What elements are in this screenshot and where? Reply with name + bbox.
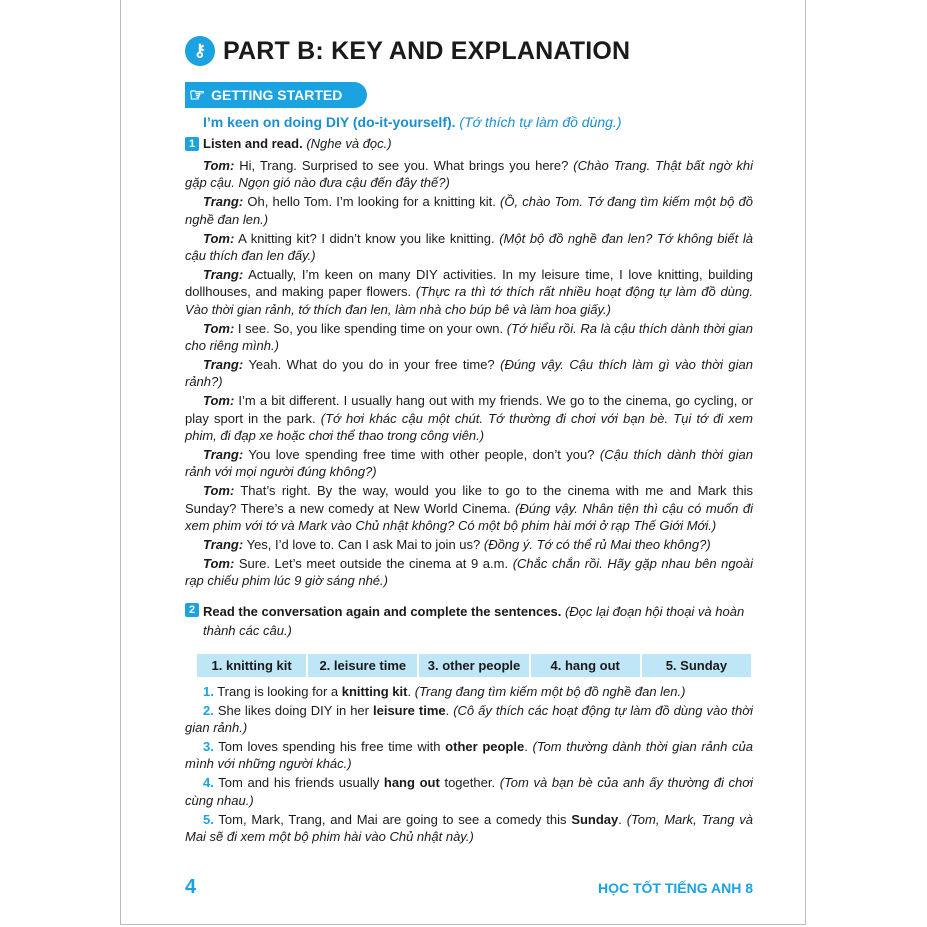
- page-title: [185, 30, 753, 72]
- line-translation: (Chắc chắn rồi. Hãy gặp nhau bên ngoài rạp chiếu phim lúc 9 giờ sáng nhé.): [185, 555, 753, 589]
- dialogue-line: [185, 320, 753, 355]
- sentence-text: .: [445, 702, 454, 718]
- speaker: Tom:: [203, 555, 235, 571]
- line-text: Oh, hello Tom. I’m looking for a knitting kit.: [243, 194, 500, 210]
- dialogue-line: [185, 193, 753, 228]
- line-translation: (Đúng vậy. Cậu thích làm gì vào thời gian rảnh?): [185, 356, 753, 390]
- sentence-answer: knitting kit: [341, 683, 408, 699]
- sentence-translation: (Tom, Mark, Trang và Mai sẽ đi xem một bộ phim hài vào Chủ nhật này.): [185, 811, 754, 844]
- line-text: Yes, I’d love to. Can I ask Mai to join us?: [243, 537, 484, 553]
- speaker: Tom:: [203, 320, 235, 336]
- line-translation: (Một bộ đồ nghề đan len? Tớ không biết là cậu thích đan len đấy.): [185, 230, 753, 264]
- sentence-item: [185, 683, 753, 700]
- subtitle-en: I’m keen on doing DIY (do-it-yourself).: [203, 114, 456, 130]
- sentence-translation: (Tom và bạn bè của anh ấy thường đi chơi cùng nhau.): [185, 775, 753, 808]
- sentence-text: .: [407, 683, 415, 699]
- dialogue-line: [185, 230, 753, 265]
- exercise-label: Read the conversation again and complete the sentences.: [203, 603, 562, 619]
- line-translation: (Đồng ý. Tớ có thể rủ Mai theo không?): [483, 537, 711, 553]
- answer-cell: 2. leisure time: [308, 654, 419, 677]
- section-title: GETTING STARTED: [211, 87, 343, 103]
- speaker: Trang:: [203, 266, 244, 282]
- line-translation: (Cậu thích dành thời gian rảnh với mọi người đúng không?): [185, 447, 753, 480]
- dialogue-line: [185, 446, 753, 481]
- section-banner: [185, 82, 367, 108]
- exercise-number-badge: 1: [185, 137, 199, 151]
- sentence-answer: Sunday: [571, 811, 619, 827]
- exercise-2-heading: [185, 602, 753, 640]
- sentence-answer: hang out: [383, 775, 440, 791]
- answer-key-table: [197, 654, 751, 677]
- sentence-text: Tom loves spending his free time with: [213, 738, 446, 754]
- line-translation: (Ồ, chào Tom. Tớ đang tìm kiếm một bộ đồ nghề đan len.): [185, 194, 753, 227]
- speaker: Trang:: [203, 537, 244, 553]
- exercise-1-heading: [185, 136, 753, 151]
- line-translation: (Tớ hiểu rồi. Ra là cậu thích dành thời gian cho riêng mình.): [185, 320, 753, 354]
- dialogue-line: [185, 482, 753, 534]
- line-text: Yeah. What do you do in your free time?: [243, 356, 501, 372]
- line-translation: (Chào Trang. Thật bất ngờ khi gặp cậu. Ngọn gió nào đưa cậu đến đây thế?): [185, 158, 753, 191]
- line-text: Actually, I’m keen on many DIY activities. In my leisure time, I love knitting, building dollhouses, and making paper flowers.: [185, 266, 753, 300]
- line-text: You love spending free time with other people, don’t you?: [243, 447, 600, 462]
- page-content: [185, 30, 753, 847]
- sentence-answer: other people: [445, 738, 525, 754]
- sentence-text: .: [618, 811, 627, 827]
- line-text: I’m a bit different. I usually hang out with my friends. We go to the cinema, go cycling, or play sport in the park.: [185, 393, 753, 426]
- line-translation: (Đúng vậy. Nhân tiện thì cậu có muốn đi xem phim với tớ và Mark vào Chủ nhật không? Có một bộ phim hài mới ở rạp Thế Giới Mới.): [185, 500, 754, 534]
- speaker: Tom:: [203, 230, 235, 246]
- pointing-hand-icon: ☞: [189, 84, 206, 105]
- answer-cell: 1. knitting kit: [197, 654, 308, 677]
- sentence-translation: (Cô ấy thích các hoạt động tự làm đồ dùng vào thời gian rảnh.): [185, 702, 753, 736]
- sentence-answer: leisure time: [372, 702, 446, 718]
- sentence-text: together.: [439, 775, 500, 791]
- speaker: Tom:: [203, 483, 235, 499]
- answer-cell: 5. Sunday: [665, 657, 728, 673]
- speaker: Tom:: [203, 393, 235, 409]
- dialogue-line: [185, 157, 753, 192]
- exercise-label-vi: (Đọc lại đoạn hội thoại và hoàn thành các câu.): [203, 603, 745, 638]
- sentence-text: Tom, Mark, Trang, and Mai are going to see a comedy this: [213, 811, 572, 827]
- exercise-label-vi: (Nghe và đọc.): [306, 136, 392, 151]
- subtitle-vi: (Tớ thích tự làm đồ dùng.): [459, 114, 622, 130]
- sentence-list: [185, 683, 753, 846]
- line-text: Sure. Let’s meet outside the cinema at 9 a.m.: [234, 555, 513, 571]
- answer-cell: 4. hang out: [531, 654, 642, 677]
- sentence-item: [185, 774, 753, 809]
- page-footer: [185, 876, 753, 899]
- sentence-number: 1.: [203, 683, 214, 699]
- answer-cell: 3. other people: [419, 654, 530, 677]
- sentence-item: [185, 738, 753, 773]
- dialogue-line: [185, 536, 753, 553]
- dialogue: [185, 157, 753, 590]
- lesson-subtitle: [203, 114, 753, 130]
- sentence-translation: (Trang đang tìm kiếm một bộ đồ nghề đan len.): [414, 683, 686, 699]
- sentence-translation: (Tom thường dành thời gian rảnh của mình với những người khác.): [185, 738, 753, 772]
- line-text: That’s right. By the way, would you like to go to the cinema with me and Mark this Sunday? There’s a new comedy at New World Cinema.: [185, 483, 753, 516]
- dialogue-line: [185, 356, 753, 391]
- sentence-number: 4.: [203, 775, 214, 791]
- sentence-text: Trang is looking for a: [213, 683, 342, 699]
- book-title: HỌC TỐT TIẾNG ANH 8: [597, 879, 753, 896]
- speaker: Tom:: [203, 158, 235, 173]
- sentence-text: She likes doing DIY in her: [213, 702, 373, 718]
- line-text: A knitting kit? I didn’t know you like knitting.: [234, 230, 500, 246]
- line-translation: (Tớ hơi khác cậu một chút. Tớ thường đi chơi với bạn bè. Tụi tớ đi xem phim, đi đạp xe hoặc chơi thể thao trong công viên.): [185, 410, 753, 444]
- title-text: PART B: KEY AND EXPLANATION: [223, 36, 631, 65]
- sentence-text: .: [524, 738, 533, 754]
- sentence-number: 3.: [203, 738, 214, 754]
- dialogue-line: [185, 266, 753, 318]
- line-text: Hi, Trang. Surprised to see you. What brings you here?: [234, 158, 574, 173]
- line-text: I see. So, you like spending time on your own.: [234, 320, 507, 336]
- exercise-label: Listen and read.: [203, 136, 303, 151]
- dialogue-line: [185, 555, 753, 590]
- sentence-number: 2.: [203, 702, 214, 718]
- dialogue-line: [185, 392, 753, 444]
- sentence-number: 5.: [203, 811, 214, 827]
- exercise-number-badge: 2: [185, 603, 199, 617]
- sentence-item: [185, 811, 753, 846]
- speaker: Trang:: [203, 194, 244, 210]
- sentence-item: [185, 702, 753, 737]
- page-number: 4: [185, 876, 197, 898]
- speaker: Trang:: [203, 356, 244, 372]
- sentence-text: Tom and his friends usually: [213, 775, 384, 791]
- speaker: Trang:: [203, 447, 244, 462]
- line-translation: (Thực ra thì tớ thích rất nhiều hoạt động tự làm đồ dùng. Vào thời gian rảnh, tớ thích đan len, làm nhà cho búp bê và làm hoa giấy.): [185, 284, 753, 317]
- key-icon: ⚷: [185, 36, 215, 66]
